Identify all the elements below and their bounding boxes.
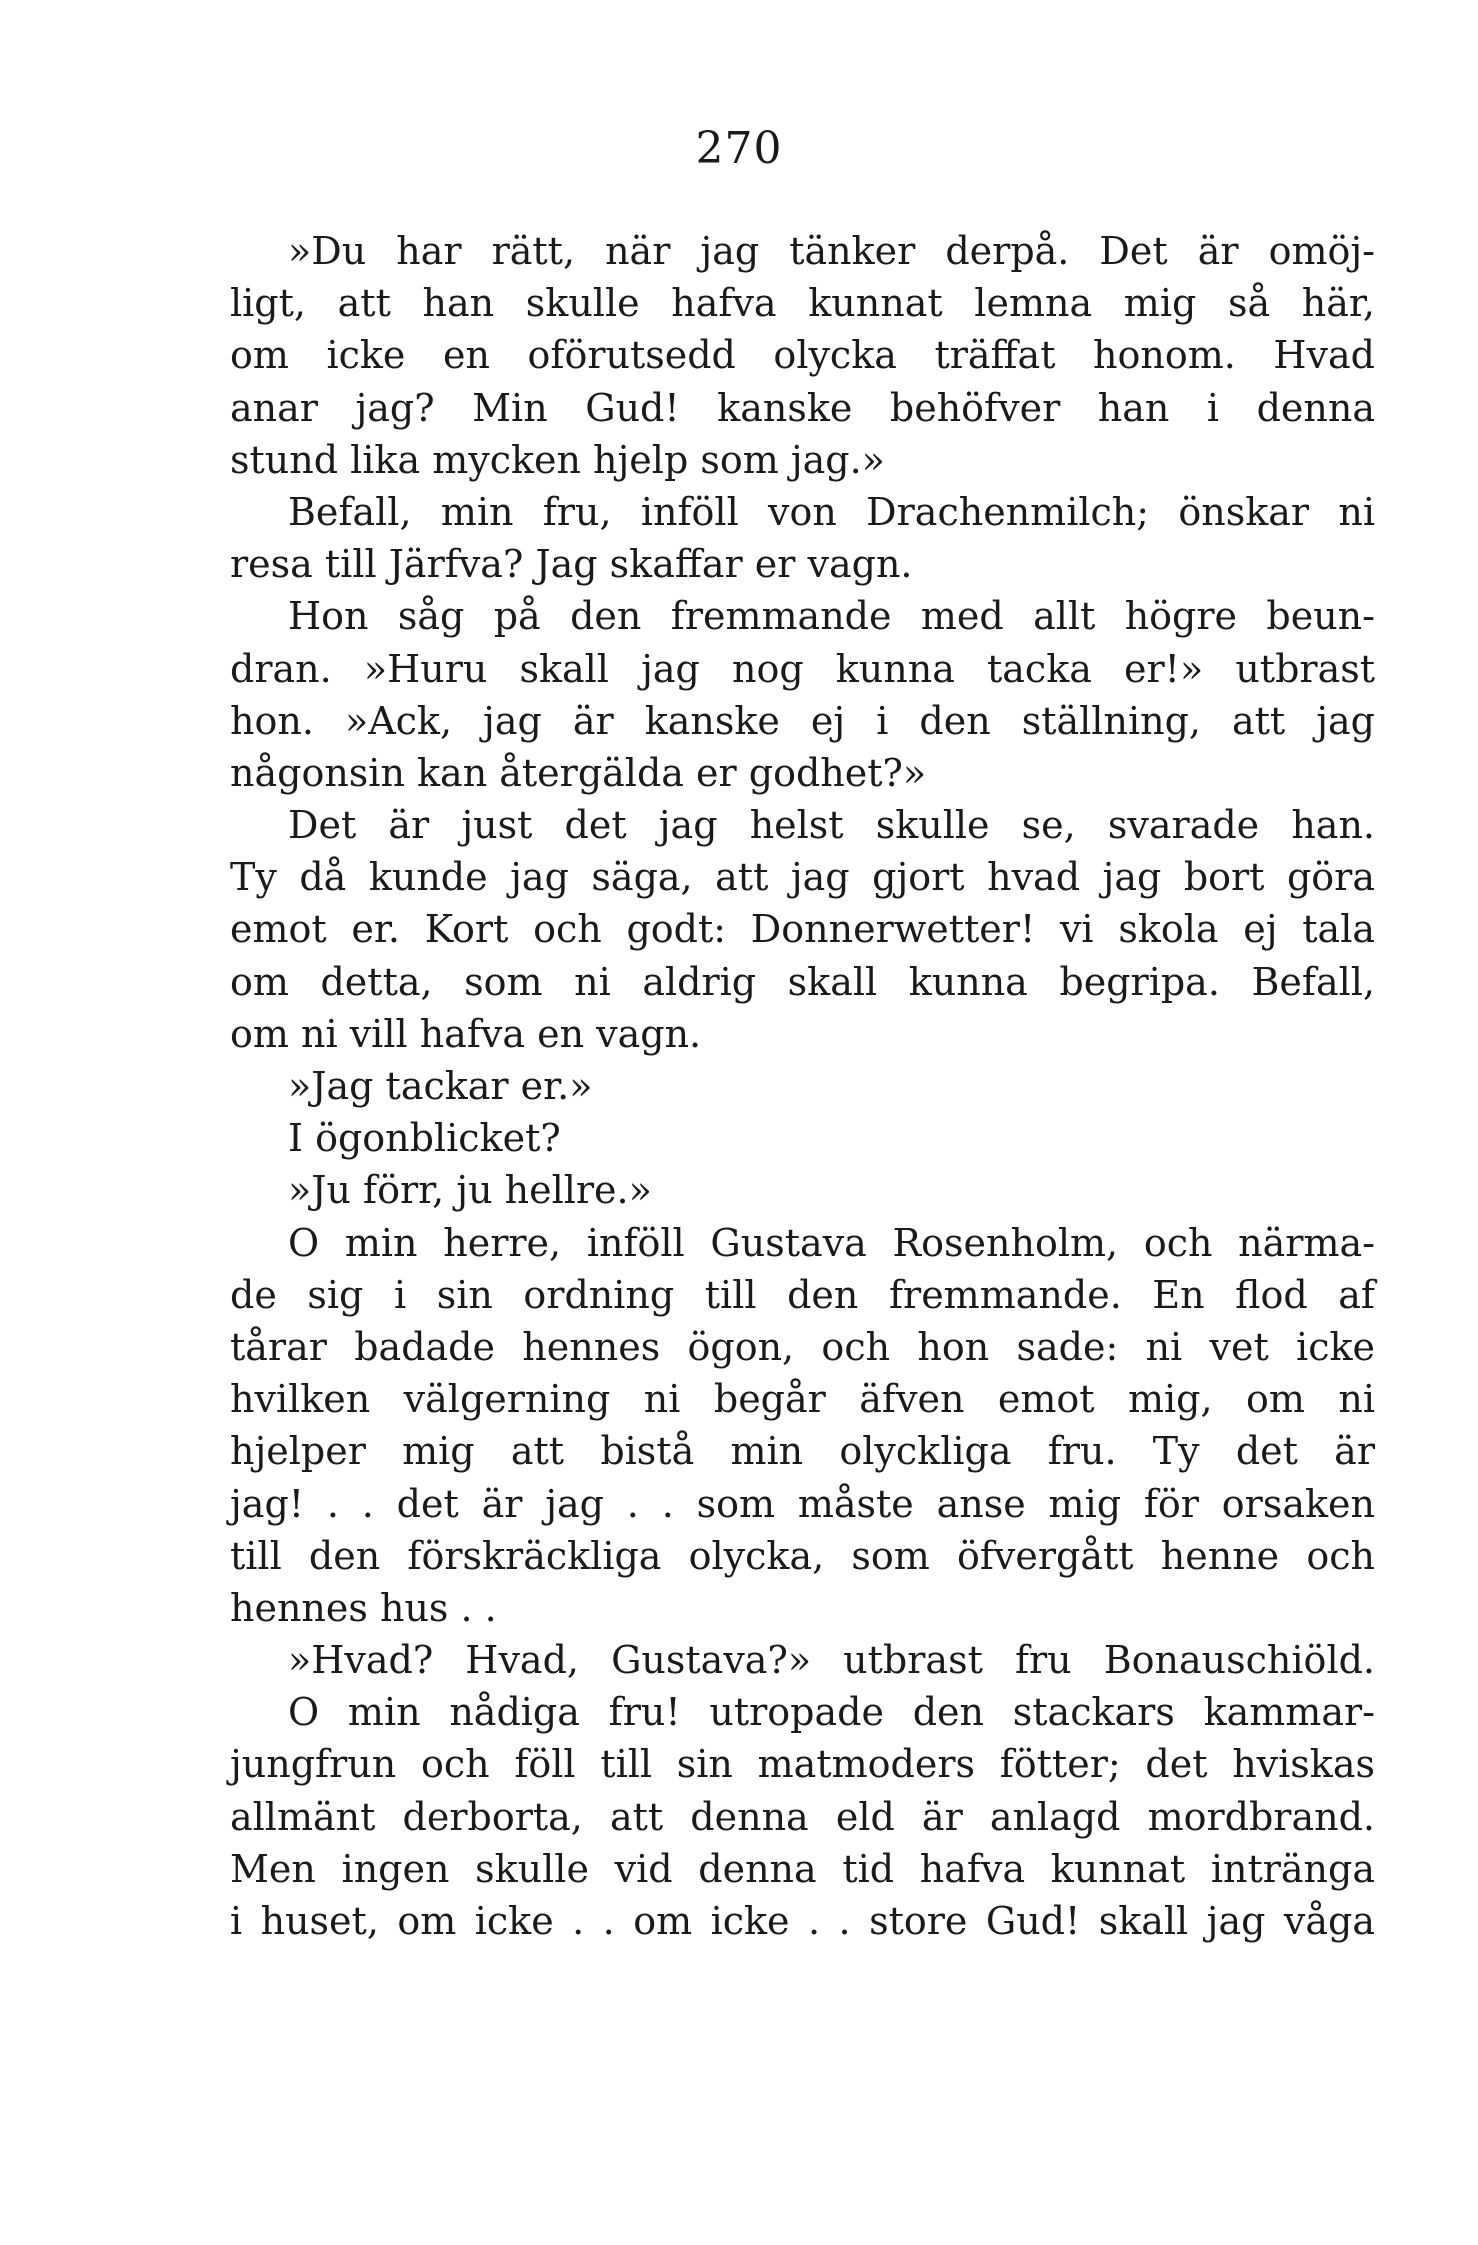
text-line: ligt, att han skulle hafva kunnat lemna mig så här, bbox=[230, 281, 1375, 326]
text-line: Befall, min fru, inföll von Drachenmilch; önskar ni bbox=[288, 489, 1375, 534]
text-line: tårar badade hennes ögon, och hon sade: ni vet icke bbox=[230, 1324, 1375, 1369]
text-line: Det är just det jag helst skulle se, svarade han. bbox=[288, 803, 1375, 848]
text-line: hjelper mig att bistå min olyckliga fru. Ty det är bbox=[230, 1429, 1375, 1474]
text-line: till den förskräckliga olycka, som öfvergått henne och bbox=[230, 1533, 1375, 1578]
text-line: »Hvad? Hvad, Gustava?» utbrast fru Bonauschiöld. bbox=[288, 1638, 1375, 1683]
text-line: »Jag tackar er.» bbox=[288, 1064, 593, 1108]
text-line: »Du har rätt, när jag tänker derpå. Det är omöj- bbox=[288, 229, 1375, 273]
text-line: i huset, om icke . . om icke . . store Gud! skall jag våga bbox=[230, 1899, 1375, 1943]
text-line: Hon såg på den fremmande med allt högre beun- bbox=[288, 594, 1375, 639]
text-line: dran. »Huru skall jag nog kunna tacka er!» utbrast bbox=[230, 646, 1375, 691]
text-line: anar jag? Min Gud! kanske behöfver han i denna bbox=[230, 385, 1375, 430]
page-number: 270 bbox=[695, 123, 783, 174]
text-line: om icke en oförutsedd olycka träffat honom. Hvad bbox=[230, 333, 1375, 378]
text-line: hon. »Ack, jag är kanske ej i den ställning, att jag bbox=[230, 698, 1375, 743]
text-line: någonsin kan återgälda er godhet?» bbox=[230, 750, 927, 795]
text-line: resa till Järfva? Jag skaffar er vagn. bbox=[230, 542, 913, 587]
text-line: O min herre, inföll Gustava Rosenholm, och närma- bbox=[288, 1220, 1375, 1265]
text-line: om ni vill hafva en vagn. bbox=[230, 1011, 702, 1056]
text-line: om detta, som ni aldrig skall kunna begripa. Befall, bbox=[230, 959, 1375, 1004]
text-line: allmänt derborta, att denna eld är anlagd mordbrand. bbox=[230, 1794, 1375, 1839]
text-line: emot er. Kort och godt: Donnerwetter! vi skola ej tala bbox=[230, 907, 1375, 952]
body-text bbox=[230, 225, 1375, 1947]
text-line: hvilken välgerning ni begår äfven emot mig, om ni bbox=[230, 1377, 1375, 1422]
text-line: O min nådiga fru! utropade den stackars kammar- bbox=[288, 1690, 1375, 1735]
text-line: hennes hus . . bbox=[230, 1585, 497, 1630]
text-line: de sig i sin ordning till den fremmande. En flod af bbox=[230, 1272, 1375, 1317]
text-line: Men ingen skulle vid denna tid hafva kunnat intränga bbox=[230, 1846, 1375, 1891]
text-line: »Ju förr, ju hellre.» bbox=[288, 1168, 652, 1213]
text-line: I ögonblicket? bbox=[288, 1116, 561, 1161]
text-line: stund lika mycken hjelp som jag.» bbox=[230, 437, 885, 482]
text-line: jag! . . det är jag . . som måste anse mig för orsaken bbox=[230, 1481, 1375, 1526]
text-line: jungfrun och föll till sin matmoders fötter; det hviskas bbox=[230, 1742, 1375, 1787]
text-line: Ty då kunde jag säga, att jag gjort hvad jag bort göra bbox=[230, 855, 1375, 900]
